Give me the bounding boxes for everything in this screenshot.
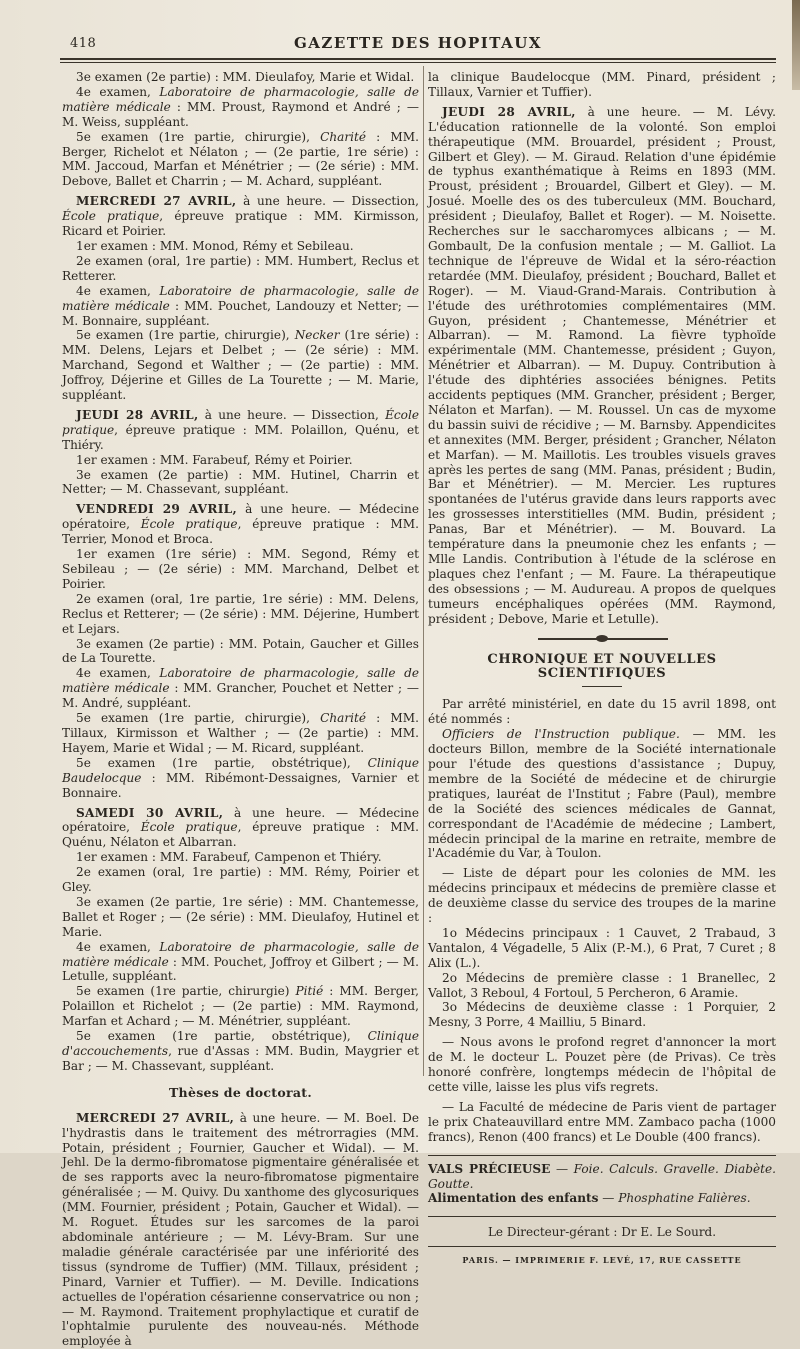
paragraph: 1er examen (1re série) : MM. Segond, Rémy et Sebileau ; — (2e série) : MM. Marchand, Delbet et Poirier. [62, 547, 419, 591]
paragraph: 3o Médecins de deuxième classe : 1 Porquier, 2 Mesny, 3 Porre, 4 Mailliu, 5 Binard. [428, 1000, 776, 1030]
paragraph: 1er examen : MM. Farabeuf, Rémy et Poirier. [76, 452, 353, 467]
paragraph: 3e examen (2e partie, 1re série) : MM. Chantemesse, Ballet et Roger ; — (2e série) : MM. Dieulafoy, Hutinel et Marie. [62, 894, 419, 939]
paragraph: 1er examen : MM. Monod, Rémy et Sebileau. [76, 238, 354, 253]
paragraph: 4e examen, Laboratoire de pharmacologie, salle de matière médicale : MM. Pouchet, Landouzy et Netter; — M. Bonnaire, suppléant. [62, 283, 419, 328]
paragraph: — La Faculté de médecine de Paris vient de partager le prix Chateauvillard entre MM. Zambaco pacha (1000 francs), Renon (400 francs) et Le Double (400 francs). [428, 1099, 776, 1144]
paragraph: — Nous avons le profond regret d'annoncer la mort de M. le docteur L. Pouzet père (de Privas). Ce très honoré confrère, longtemps médecin de l'hôpital de cette ville, laisse les plus vifs regrets. [428, 1035, 776, 1094]
journal-title: GAZETTE DES HOPITAUX [293, 34, 542, 52]
paragraph: 4e examen, Laboratoire de pharmacologie, salle de matière médicale : MM. Grancher, Pouchet et Netter ; — M. André, suppléant. [62, 666, 419, 711]
paragraph: — Liste de départ pour les colonies de MM. les médecins principaux et médecins de première classe et de deuxième classe du service des troupes de la marine : [428, 866, 776, 926]
paragraph: 3e examen (2e partie) : MM. Dieulafoy, Marie et Widal. [76, 70, 415, 84]
section-title-chronique: CHRONIQUE ET NOUVELLES SCIENTIFIQUES [487, 651, 717, 682]
advert-phosphatine: Alimentation des enfants — Phosphatine Falières. [428, 1191, 751, 1206]
paragraph: Par arrêté ministériel, en date du 15 avril 1898, ont été nommés : [428, 697, 776, 727]
header-rule [60, 58, 776, 63]
right-column [428, 70, 776, 1268]
theses-paragraph: JEUDI 28 AVRIL, à une heure. — M. Lévy. L'éducation rationnelle de la volonté. Son emploi thérapeutique (MM. Brouardel, président ; Proust, Gilbert et Gley). — M. Giraud. Relation d'une épidémie de typhus exanthématique à Reims en 1893 (MM. Proust, président ; Brouardel, Gilbert et Gley). — M. Josué. Moelle des os des tuberculeux (MM. Bouchard, président ; Dieulafoy, Ballet et Roger). — M. Noisette. Recherches sur le saccharomyces albicans ; — M. Gombault, De la confusion mentale ; — M. Galliot. La technique de l'épreuve de Widal et la séro-réaction retardée (MM. Dieulafoy, président ; Bouchard, Ballet et Roger). — M. Viaud-Grand-Marais. Contribution à l'étude des uréthrotomies complémentaires (MM. Guyon, président ; Chantemesse, Ménétrier et Albarran). — M. Ramond. La fièvre typhoïde expérimentale (MM. Chantemesse, président ; Guyon, Ménétrier et Albarran). — M. Dupuy. Contribution à l'étude des diphtéries associées bénignes. Petits accidents peptiques (MM. Grancher, président ; Berger, Nélaton et Marfan). — M. Roussel. Un cas de myxome du bassin suivi de récidive ; — M. Barnsby. Appendicites et annexites (MM. Berger, président ; Grancher, Nélaton et Marfan). — M. Maillotis. Les troubles visuels graves après les pertes de sang (MM. Panas, président ; Budin, Bar et Ménétrier). — M. Mercier. Les ruptures spontanées de l'utérus gravide dans leurs rapports avec les grossesses interstitielles (MM. Budin, président ; Panas, Bar et Ménétrier). — M. Bouvard. La température dans la pneumonie chez les enfants ; — Mlle Landis. Contribution à l'étude de la sclérose en plaques chez l'enfant ; — M. Faure. La thérapeutique des obsessions ; — M. Audureau. A propos de quelques tumeurs encéphaliques opérées (MM. Raymond, président ; Debove, Marie et Letulle). [428, 104, 776, 626]
page-edge-shadow [792, 0, 800, 90]
paragraph: la clinique Baudelocque (MM. Pinard, président ; Tillaux, Varnier et Tuffier). [428, 70, 776, 99]
day-entry: MERCREDI 27 AVRIL, à une heure. — Dissection, École pratique, épreuve pratique : MM. Kirmisson, Ricard et Poirier. [62, 194, 419, 239]
paragraph: 3e examen (2e partie) : MM. Potain, Gaucher et Gilles de La Tourette. [62, 636, 419, 666]
theses-paragraph: MERCREDI 27 AVRIL, à une heure. — M. Boel. De l'hydrastis dans le traitement des métrorragies (MM. Potain, président ; Fournier, Gaucher et Widal). — M. Jehl. De la dermo-fibromatose pigmentaire généralisée et de ses rapports avec la neuro-fibromatose pigmentaire généralisée ; — M. Quivy. Du xanthome des glycosuriques (MM. Fournier, président ; Potain, Gaucher et Widal). — M. Roguet. Études sur les sarcomes de la paroi abdominale antérieure ; — M. Lévy-Bram. Sur une maladie générale caractérisée par une infériorité des tissus (syndrome de Tuffier) (MM. Tillaux, président ; Pinard, Varnier et Tuffier). — M. Deville. Indications actuelles de l'opération césarienne conservatrice ou non ; — M. Raymond. Traitement prophylactique et curatif de l'ophtalmie purulente des nouveau-nés. Méthode employée à [62, 1110, 419, 1349]
paragraph: Officiers de l'Instruction publique. — MM. les docteurs Billon, membre de la Société internationale pour l'étude des questions d'assistance ; Dupuy, membre de la Société de médecine et de chirurgie pratiques, lauréat de l'Institut ; Fabre (Paul), membre de la Société des sciences médicales de Gannat, correspondant de l'Académie de médecine ; Lambert, médecin principal de la marine en retraite, membre de l'Académie du Var, à Toulon. [428, 727, 777, 861]
divider-rule [428, 1155, 776, 1156]
day-entry: SAMEDI 30 AVRIL, à une heure. — Médecine opératoire, École pratique, épreuve pratique : MM. Quénu, Nélaton et Albarran. [62, 805, 420, 850]
paragraph: 5e examen (1re partie, chirurgie), Necker (1re série) : MM. Delens, Lejars et Delbet ; — (2e série) : MM. Marchand, Segond et Walther ; — (2e partie) : MM. Joffroy, Déjerine et Gilles de La Tourette ; — M. Marie, suppléant. [62, 328, 419, 403]
left-column [62, 70, 419, 1349]
day-entry: VENDREDI 29 AVRIL, à une heure. — Médecine opératoire, École pratique, épreuve pratique : MM. Terrier, Monod et Broca. [62, 502, 420, 547]
paragraph: 2e examen (oral, 1re partie) : MM. Humbert, Reclus et Retterer. [62, 253, 419, 283]
advert-vals: VALS PRÉCIEUSE — Foie. Calculs. Gravelle. Diabète. Goutte. [428, 1161, 777, 1191]
page-header [60, 30, 776, 54]
paragraph: 3e examen (2e partie) : MM. Hutinel, Charrin et Netter; — M. Chassevant, suppléant. [62, 467, 419, 497]
paragraph: 2e examen (oral, 1re partie) : MM. Rémy, Poirier et Gley. [62, 865, 419, 895]
printer-imprint: PARIS. — IMPRIMERIE F. LEVÉ, 17, RUE CASSETTE [428, 1246, 776, 1268]
paragraph: 2o Médecins de première classe : 1 Branellec, 2 Vallot, 3 Reboul, 4 Fortoul, 5 Percheron, 6 Aramie. [428, 970, 776, 1000]
title-rule [582, 686, 622, 687]
section-ornament [428, 635, 776, 643]
column-divider [423, 66, 424, 1076]
paragraph: 5e examen (1re partie, obstétrique), Clinique Baudelocque : MM. Ribémont-Dessaignes, Varnier et Bonnaire. [62, 755, 419, 800]
paragraph: 4e examen, Laboratoire de pharmacologie, salle de matière médicale : MM. Pouchet, Joffroy et Gilbert ; — M. Letulle, suppléant. [62, 939, 419, 984]
paragraph: 5e examen (1re partie, obstétrique), Clinique d'accouchements, rue d'Assas : MM. Budin, Maygrier et Bar ; — M. Chassevant, suppléant. [62, 1029, 419, 1073]
paragraph: 1o Médecins principaux : 1 Cauvet, 2 Trabaud, 3 Vantalon, 4 Végadelle, 5 Alix (P.-M.), 6 Prat, 7 Curet ; 8 Alix (L.). [428, 925, 776, 970]
director-line: Le Directeur-gérant : Dr E. Le Sourd. [428, 1216, 776, 1240]
paragraph: 4e examen, Laboratoire de pharmacologie, salle de matière médicale : MM. Proust, Raymond et André ; — M. Weiss, suppléant. [62, 84, 419, 129]
day-entry: JEUDI 28 AVRIL, à une heure. — Dissection, École pratique, épreuve pratique : MM. Polaillon, Quénu, et Thiéry. [62, 407, 419, 452]
paragraph: 1er examen : MM. Farabeuf, Campenon et Thiéry. [76, 850, 382, 865]
paragraph: 5e examen (1re partie, chirurgie), Charité : MM. Berger, Richelot et Nélaton ; — (2e partie, 1re série) : MM. Jaccoud, Marfan et Ménétrier ; — (2e série) : MM. Debove, Ballet et Charrin ; — M. Achard, suppléant. [62, 129, 419, 189]
section-title-theses: Thèses de doctorat. [168, 1084, 313, 1100]
paragraph: 2e examen (oral, 1re partie, 1re série) : MM. Delens, Reclus et Retterer; — (2e série) : MM. Déjerine, Humbert et Lejars. [62, 591, 419, 636]
paragraph: 5e examen (1re partie, chirurgie) Pitié : MM. Berger, Polaillon et Richelot ; — (2e partie) : MM. Raymond, Marfan et Achard ; — M. Ménétrier, suppléant. [62, 984, 419, 1029]
paragraph: 5e examen (1re partie, chirurgie), Charité : MM. Tillaux, Kirmisson et Walther ; — (2e partie) : MM. Hayem, Marie et Widal ; — M. Ricard, suppléant. [62, 711, 419, 755]
page-number: 418 [70, 36, 97, 51]
